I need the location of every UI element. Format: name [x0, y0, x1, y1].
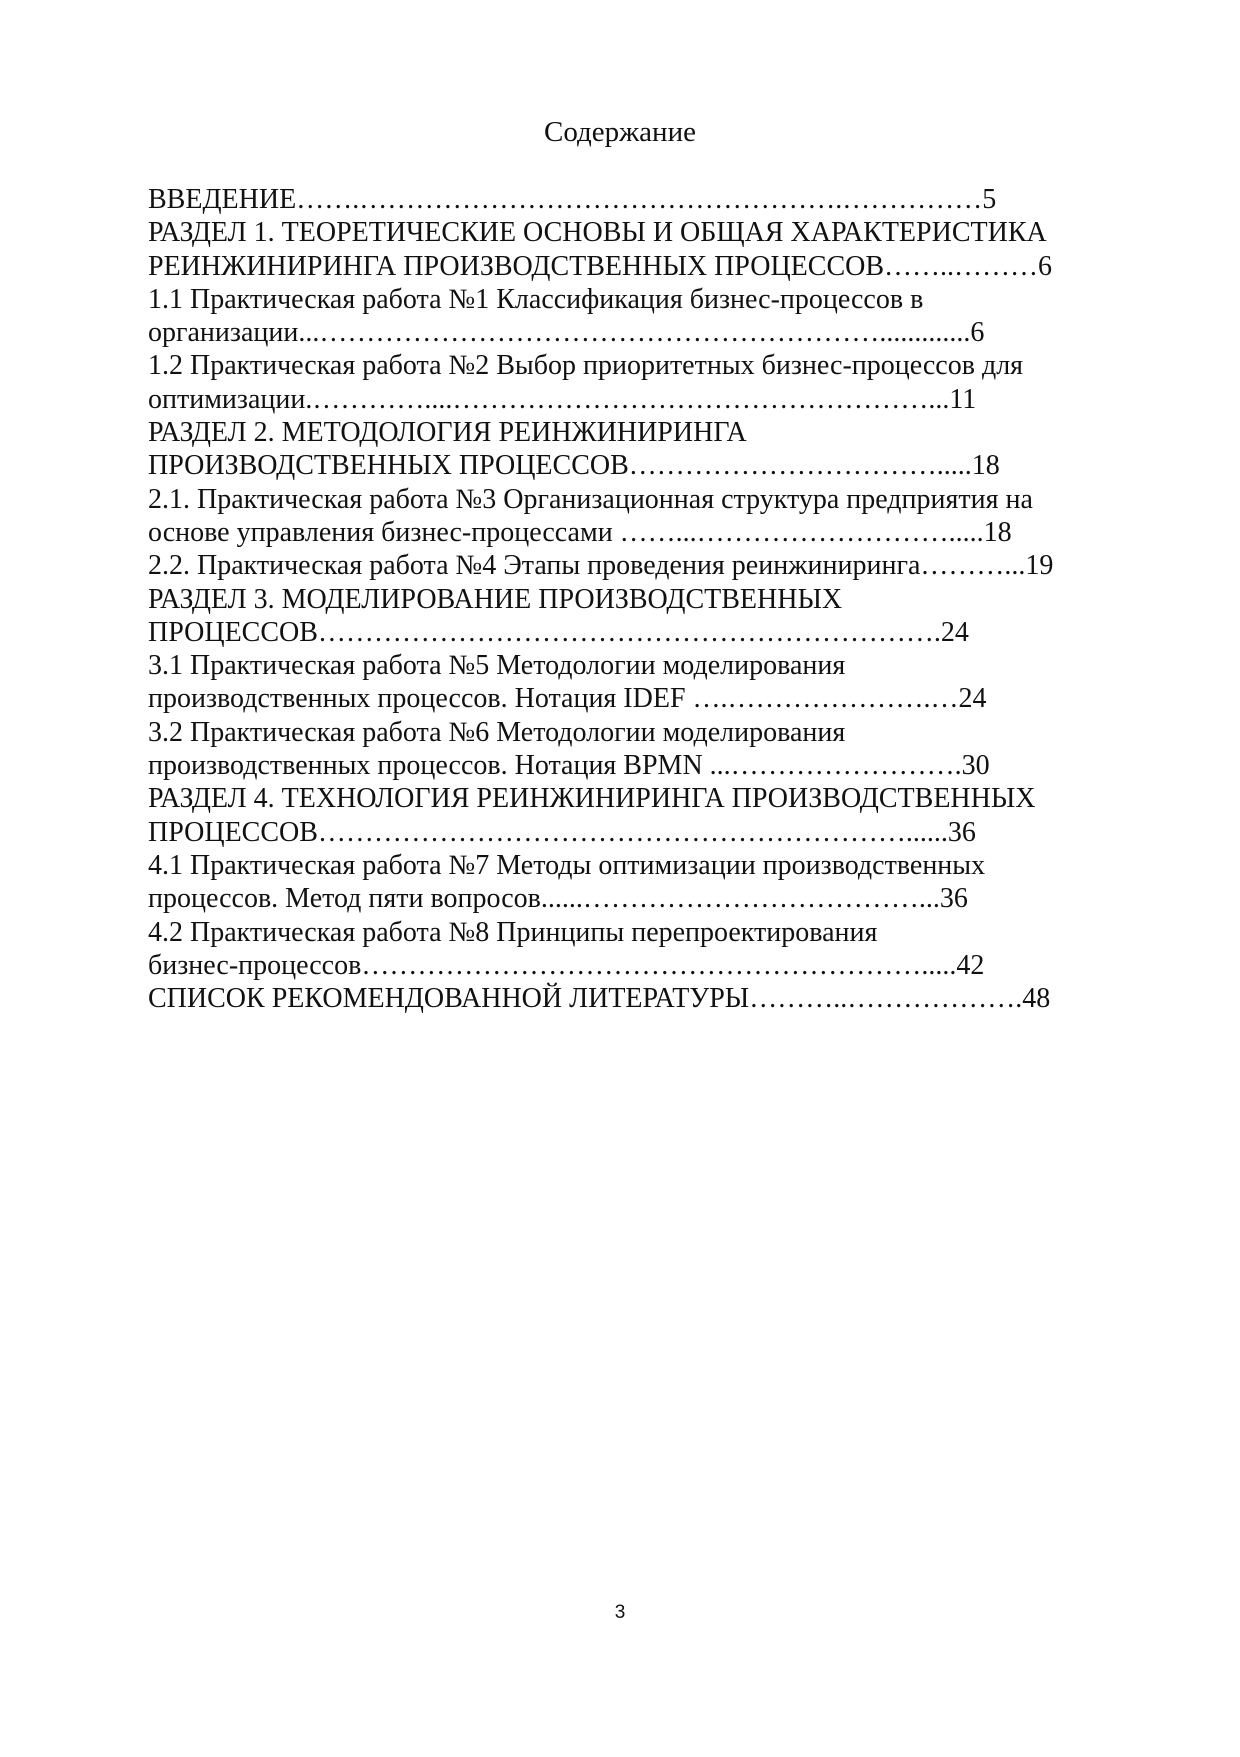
toc-title: Содержание [544, 116, 696, 148]
toc-line: производственных процессов. Нотация BPMN ...…………………….30 [148, 750, 990, 782]
toc-line: РАЗДЕЛ 1. ТЕОРЕТИЧЕСКИЕ ОСНОВЫ И ОБЩАЯ ХАРАКТЕРИСТИКА [148, 217, 1047, 249]
toc-line: ПРОЦЕССОВ………………………………………………………….24 [148, 616, 969, 648]
toc-line: оптимизации.…………....……………………………………………...11 [148, 383, 977, 415]
toc-line: 1.2 Практическая работа №2 Выбор приоритетных бизнес-процессов для [148, 350, 1024, 382]
toc-line: 2.1. Практическая работа №3 Организационная структура предприятия на [148, 483, 1033, 515]
toc-line: РАЗДЕЛ 3. МОДЕЛИРОВАНИЕ ПРОИЗВОДСТВЕННЫХ [148, 583, 843, 615]
toc-line: бизнес-процессов…………………………………………………….....42 [148, 949, 985, 981]
toc-line: процессов. Метод пяти вопросов......………………………………...36 [148, 883, 968, 915]
toc-line: ПРОИЗВОДСТВЕННЫХ ПРОЦЕССОВ…………………………….....18 [148, 450, 1000, 482]
toc-line: 4.2 Практическая работа №8 Принципы перепроектирования [148, 916, 878, 948]
toc-line: 3.1 Практическая работа №5 Методологии моделирования [148, 650, 846, 682]
toc-line: организации...…………………………………………………….............6 [148, 317, 985, 349]
toc-line: основе управления бизнес-процессами ……...……………………….....18 [148, 516, 1012, 548]
toc-line: РАЗДЕЛ 2. МЕТОДОЛОГИЯ РЕИНЖИНИРИНГА [148, 417, 747, 449]
toc-line: 3.2 Практическая работа №6 Методологии моделирования [148, 716, 846, 748]
toc-line: ВВЕДЕНИЕ…….…………………………………………….……………5 [148, 184, 997, 215]
toc-line: РЕИНЖИНИРИНГА ПРОИЗВОДСТВЕННЫХ ПРОЦЕССОВ……..………6 [148, 250, 1053, 282]
toc-line: РАЗДЕЛ 4. ТЕХНОЛОГИЯ РЕИНЖИНИРИНГА ПРОИЗВОДСТВЕННЫХ [148, 783, 1036, 815]
page-number: 3 [614, 1602, 626, 1623]
toc-list [148, 183, 1096, 1015]
toc-line: СПИСОК РЕКОМЕНДОВАННОЙ ЛИТЕРАТУРЫ………..……………….48 [148, 983, 1051, 1015]
toc-line: 2.2. Практическая работа №4 Этапы проведения реинжиниринга………...19 [148, 550, 1054, 582]
toc-line: 1.1 Практическая работа №1 Классификация бизнес-процессов в [148, 283, 924, 315]
toc-line: производственных процессов. Нотация IDEF ….………………….…24 [148, 683, 987, 715]
toc-line: 4.1 Практическая работа №7 Методы оптимизации производственных [148, 849, 986, 881]
toc-line: ПРОЦЕССОВ………………………………………………………......36 [148, 816, 976, 848]
